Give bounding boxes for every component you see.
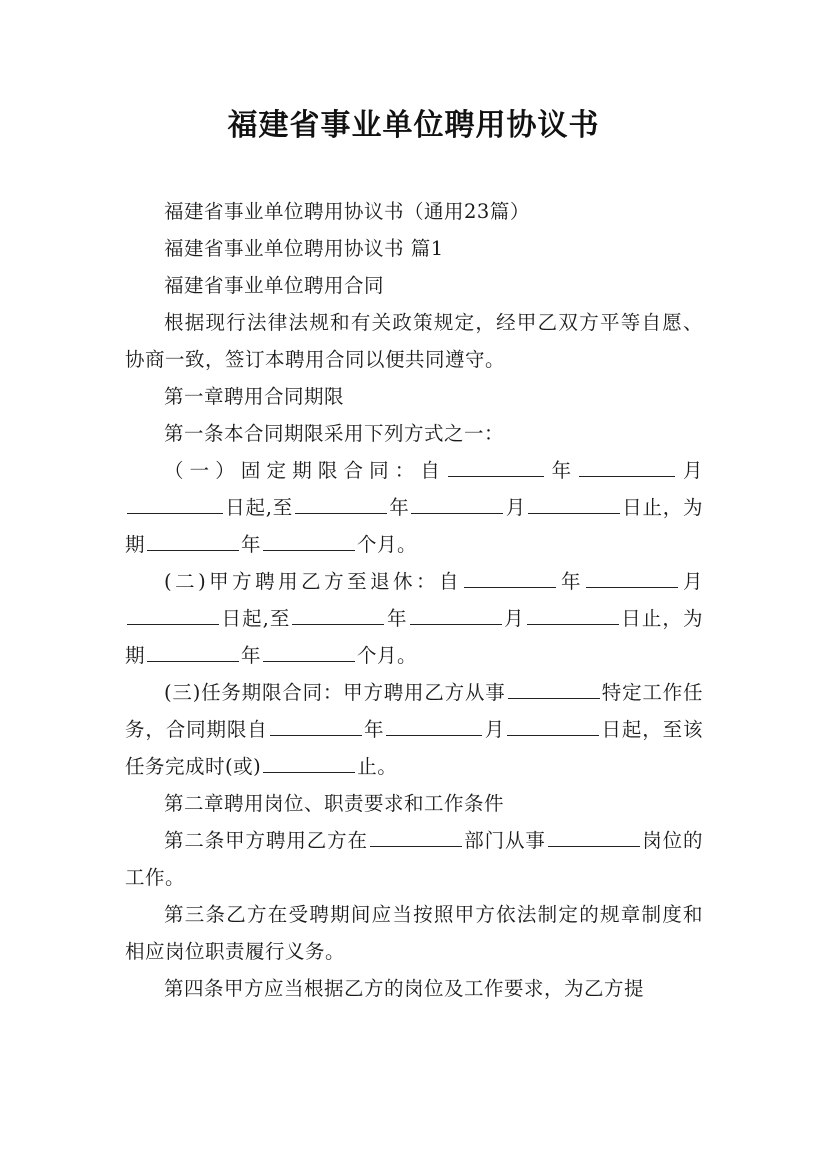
paragraph-contract-name: 福建省事业单位聘用合同: [164, 274, 385, 297]
paragraph-task-term: [125, 674, 703, 785]
blank-line: [127, 605, 219, 625]
paragraph-article-3: 第三条乙方在受聘期间应当按照甲方依法制定的规章制度和相应岗位职责履行义务。: [125, 903, 703, 963]
paragraph-article-1: 第一条本合同期限采用下列方式之一：: [164, 422, 505, 445]
blank-line: [295, 494, 387, 514]
blank-line: [292, 605, 384, 625]
task-term-prefix: (三)任务期限合同：甲方聘用乙方从事: [164, 681, 506, 704]
fixed-term-day-from: 日起,至: [225, 496, 293, 519]
until-retire-period: 为期: [125, 607, 703, 667]
blank-line: [464, 568, 556, 588]
document-title: 福建省事业单位聘用协议书: [227, 108, 600, 143]
blank-line: [527, 605, 619, 625]
paragraph-until-retire: [125, 563, 703, 674]
task-term-month: 月: [484, 718, 506, 741]
until-retire-day-from: 日起,至: [221, 607, 291, 630]
paragraph-article-2: [125, 822, 703, 896]
task-term-mid: 特定工作任务，合同期限自: [125, 681, 703, 741]
fixed-term-month-2: 月: [505, 496, 526, 519]
article-2-end: 岗位的工作。: [125, 829, 703, 889]
fixed-term-year: 年: [546, 459, 578, 482]
until-retire-prefix: (二)甲方聘用乙方至退休：自: [164, 570, 463, 593]
until-retire-month-2: 月: [503, 607, 525, 630]
fixed-term-day-to: 日止，: [621, 496, 683, 519]
blank-line: [528, 494, 620, 514]
document-body: [125, 193, 703, 1007]
blank-line: [507, 716, 599, 736]
article-2-mid: 部门从事: [463, 829, 546, 852]
paragraph-section-heading: 福建省事业单位聘用协议书 篇1: [164, 237, 444, 260]
blank-line: [370, 827, 462, 847]
blank-line: [586, 568, 678, 588]
fixed-term-months: 个月。: [357, 533, 418, 556]
fixed-term-prefix: （一）固定期限合同：自: [164, 459, 447, 482]
task-term-end: 止。: [357, 755, 398, 778]
fixed-term-month: 月: [677, 459, 703, 482]
task-term-day-from: 日起，至该任务完成时(或): [125, 718, 703, 778]
fixed-term-year-3: 年: [241, 533, 262, 556]
blank-line: [147, 531, 239, 551]
blank-line: [270, 716, 362, 736]
until-retire-month: 月: [680, 570, 703, 593]
paragraph-chapter-2: 第二章聘用岗位、职责要求和工作条件: [164, 792, 505, 815]
blank-line: [508, 679, 600, 699]
paragraph-fixed-term: [125, 452, 703, 563]
until-retire-year-2: 年: [386, 607, 408, 630]
until-retire-year-3: 年: [241, 644, 262, 667]
paragraph-subtitle: 福建省事业单位聘用协议书（通用23篇）: [164, 200, 530, 223]
blank-line: [263, 642, 355, 662]
blank-line: [448, 457, 544, 477]
until-retire-day-to: 日止，: [620, 607, 683, 630]
until-retire-year: 年: [558, 570, 584, 593]
fixed-term-year-2: 年: [388, 496, 410, 519]
until-retire-months: 个月。: [357, 644, 418, 667]
fixed-term-period: 为期: [125, 496, 703, 556]
paragraph-article-4: 第四条甲方应当根据乙方的岗位及工作要求，为乙方提: [164, 977, 645, 1000]
paragraph-chapter-1: 第一章聘用合同期限: [164, 385, 345, 408]
paragraph-preamble: 根据现行法律法规和有关政策规定，经甲乙双方平等自愿、协商一致，签订本聘用合同以便共同遵守。: [125, 311, 703, 371]
task-term-year: 年: [363, 718, 385, 741]
article-2-prefix: 第二条甲方聘用乙方在: [164, 829, 368, 852]
blank-line: [263, 531, 355, 551]
blank-line: [410, 605, 502, 625]
blank-line: [147, 642, 239, 662]
blank-line: [386, 716, 482, 736]
blank-line: [127, 494, 223, 514]
blank-line: [263, 753, 355, 773]
blank-line: [548, 827, 640, 847]
blank-line: [411, 494, 503, 514]
blank-line: [579, 457, 675, 477]
